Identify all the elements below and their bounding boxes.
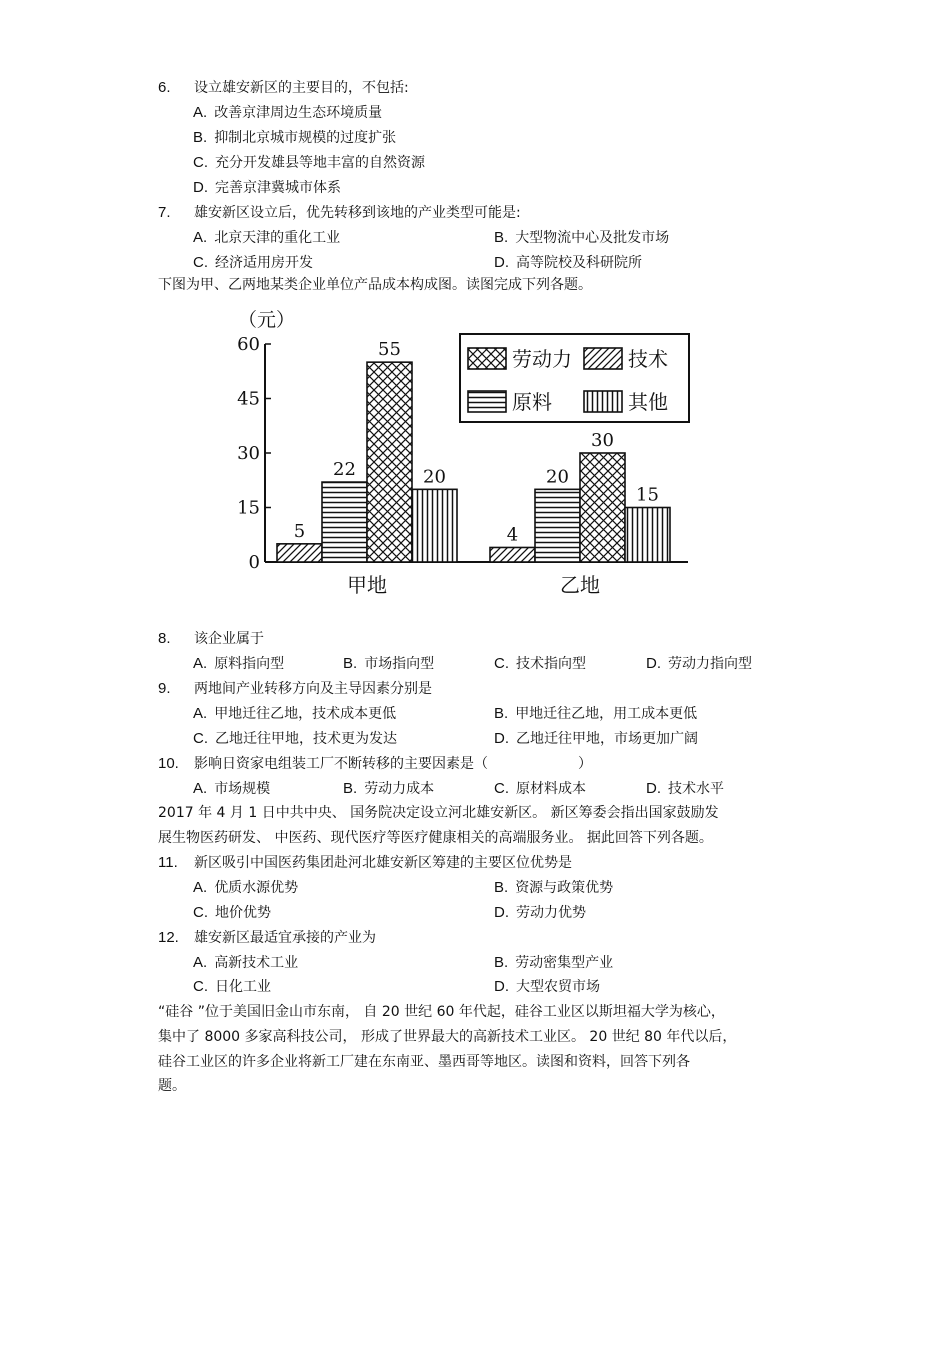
passage-line: 展生物医药研发、 中医药、现代医疗等医疗健康相关的高端服务业。 据此回答下列各题。 xyxy=(158,830,713,846)
option[interactable]: D. 技术水平 xyxy=(646,780,724,797)
passage-line: 题。 xyxy=(158,1078,186,1094)
option[interactable]: A. 北京天津的重化工业 xyxy=(193,229,341,246)
y-tick-label: 15 xyxy=(237,497,260,519)
legend-label: 劳动力 xyxy=(512,347,572,371)
question-6 xyxy=(158,78,409,98)
option[interactable]: D. 劳动力优势 xyxy=(494,904,586,921)
legend-label: 技术 xyxy=(628,347,668,371)
bar-value-label: 20 xyxy=(423,466,446,488)
passage-line: “硅谷 ”位于美国旧金山市东南， 自 20 世纪 60 年代起，硅谷工业区以斯坦福大学为核心， xyxy=(158,1004,725,1020)
option[interactable]: D. 乙地迁往甲地，市场更加广阔 xyxy=(494,730,698,747)
option[interactable]: A. 原料指向型 xyxy=(193,655,285,672)
option[interactable]: B. 劳动力成本 xyxy=(343,780,435,797)
question-text: 设立雄安新区的主要目的，不包括: xyxy=(194,80,409,96)
cost-bar-chart xyxy=(230,300,700,600)
bar-value-label: 55 xyxy=(378,339,401,361)
question-text: 影响日资家电组装工厂不断转移的主要因素是（ xyxy=(194,756,488,772)
passage-line: 2017 年 4 月 1 日中共中央、 国务院决定设立河北雄安新区。 新区筹委会指出国家鼓励发 xyxy=(158,805,719,821)
option[interactable]: B. 资源与政策优势 xyxy=(494,879,614,896)
bar-value-label: 5 xyxy=(293,520,306,542)
question-number: 12. xyxy=(158,929,179,946)
passage-line: 硅谷工业区的许多企业将新工厂建在东南亚、墨西哥等地区。读图和资料，回答下列各 xyxy=(158,1054,690,1070)
option[interactable]: A. 改善京津周边生态环境质量 xyxy=(193,104,383,121)
option[interactable]: C. 原材料成本 xyxy=(494,780,586,797)
option[interactable]: C. 经济适用房开发 xyxy=(193,254,313,271)
y-tick-label: 30 xyxy=(237,443,260,464)
chart-intro: 下图为甲、乙两地某类企业单位产品成本构成图。读图完成下列各题。 xyxy=(158,277,592,293)
question-10 xyxy=(158,754,592,774)
y-unit-label: （元） xyxy=(238,309,296,331)
bar-value-label: 30 xyxy=(591,430,614,451)
option[interactable]: D. 完善京津冀城市体系 xyxy=(193,179,341,196)
bar-甲地-劳动力 xyxy=(367,362,412,562)
bar-value-label: 22 xyxy=(333,459,356,481)
question-11 xyxy=(158,853,572,873)
option[interactable]: A. 高新技术工业 xyxy=(193,954,299,971)
option[interactable]: D. 大型农贸市场 xyxy=(494,978,600,995)
option[interactable]: B. 大型物流中心及批发市场 xyxy=(494,229,670,246)
question-number: 8. xyxy=(158,630,171,647)
chart-legend xyxy=(460,334,689,422)
option[interactable]: A. 市场规模 xyxy=(193,780,271,797)
bar-甲地-技术 xyxy=(277,544,322,562)
question-number: 9. xyxy=(158,680,171,697)
bar-乙地-劳动力 xyxy=(580,453,625,562)
legend-label: 其他 xyxy=(628,390,668,414)
question-8 xyxy=(158,629,264,649)
x-category-label: 乙地 xyxy=(560,573,600,597)
bar-value-label: 20 xyxy=(546,466,569,488)
legend-swatch-技术 xyxy=(584,348,622,369)
option[interactable]: B. 劳动密集型产业 xyxy=(494,954,614,971)
option[interactable]: B. 市场指向型 xyxy=(343,655,435,672)
bar-甲地-其他 xyxy=(412,489,457,562)
bar-value-label: 4 xyxy=(506,524,519,546)
question-text: 雄安新区设立后，优先转移到该地的产业类型可能是: xyxy=(194,205,521,221)
question-number: 11. xyxy=(158,854,178,871)
option[interactable]: B. 甲地迁往乙地，用工成本更低 xyxy=(494,705,698,722)
option[interactable]: C. 技术指向型 xyxy=(494,655,586,672)
answer-bracket-close: ） xyxy=(578,756,592,772)
option[interactable]: C. 乙地迁往甲地，技术更为发达 xyxy=(193,730,397,747)
question-number: 7. xyxy=(158,204,171,221)
legend-swatch-劳动力 xyxy=(468,348,506,369)
option[interactable]: D. 劳动力指向型 xyxy=(646,655,752,672)
option[interactable]: C. 地价优势 xyxy=(193,904,271,921)
bar-乙地-技术 xyxy=(490,547,535,562)
legend-label: 原料 xyxy=(512,390,552,414)
question-text: 雄安新区最适宜承接的产业为 xyxy=(194,930,376,946)
bar-乙地-原料 xyxy=(535,489,580,562)
legend-swatch-原料 xyxy=(468,391,506,412)
option[interactable]: C. 充分开发雄县等地丰富的自然资源 xyxy=(193,154,425,171)
option[interactable]: B. 抑制北京城市规模的过度扩张 xyxy=(193,129,397,146)
question-text: 两地间产业转移方向及主导因素分别是 xyxy=(194,681,432,697)
question-number: 10. xyxy=(158,755,179,772)
y-tick-label: 60 xyxy=(237,334,260,355)
y-tick-label: 45 xyxy=(237,388,260,410)
bar-value-label: 15 xyxy=(636,484,659,506)
option[interactable]: A. 甲地迁往乙地，技术成本更低 xyxy=(193,705,397,722)
y-tick-label: 0 xyxy=(248,552,260,573)
option[interactable]: D. 高等院校及科研院所 xyxy=(494,254,642,271)
legend-swatch-其他 xyxy=(584,391,622,412)
question-number: 6. xyxy=(158,79,171,96)
passage-line: 集中了 8000 多家高科技公司， 形成了世界最大的高新技术工业区。 20 世纪 80 年代以后， xyxy=(158,1029,737,1045)
x-category-label: 甲地 xyxy=(347,573,387,597)
question-12 xyxy=(158,928,376,948)
bar-甲地-原料 xyxy=(322,482,367,562)
option[interactable]: A. 优质水源优势 xyxy=(193,879,299,896)
option[interactable]: C. 日化工业 xyxy=(193,978,271,995)
question-7 xyxy=(158,203,521,223)
question-text: 该企业属于 xyxy=(194,631,264,647)
question-text: 新区吸引中国医药集团赴河北雄安新区筹建的主要区位优势是 xyxy=(194,855,572,871)
bar-乙地-其他 xyxy=(625,508,670,563)
question-9 xyxy=(158,679,432,699)
